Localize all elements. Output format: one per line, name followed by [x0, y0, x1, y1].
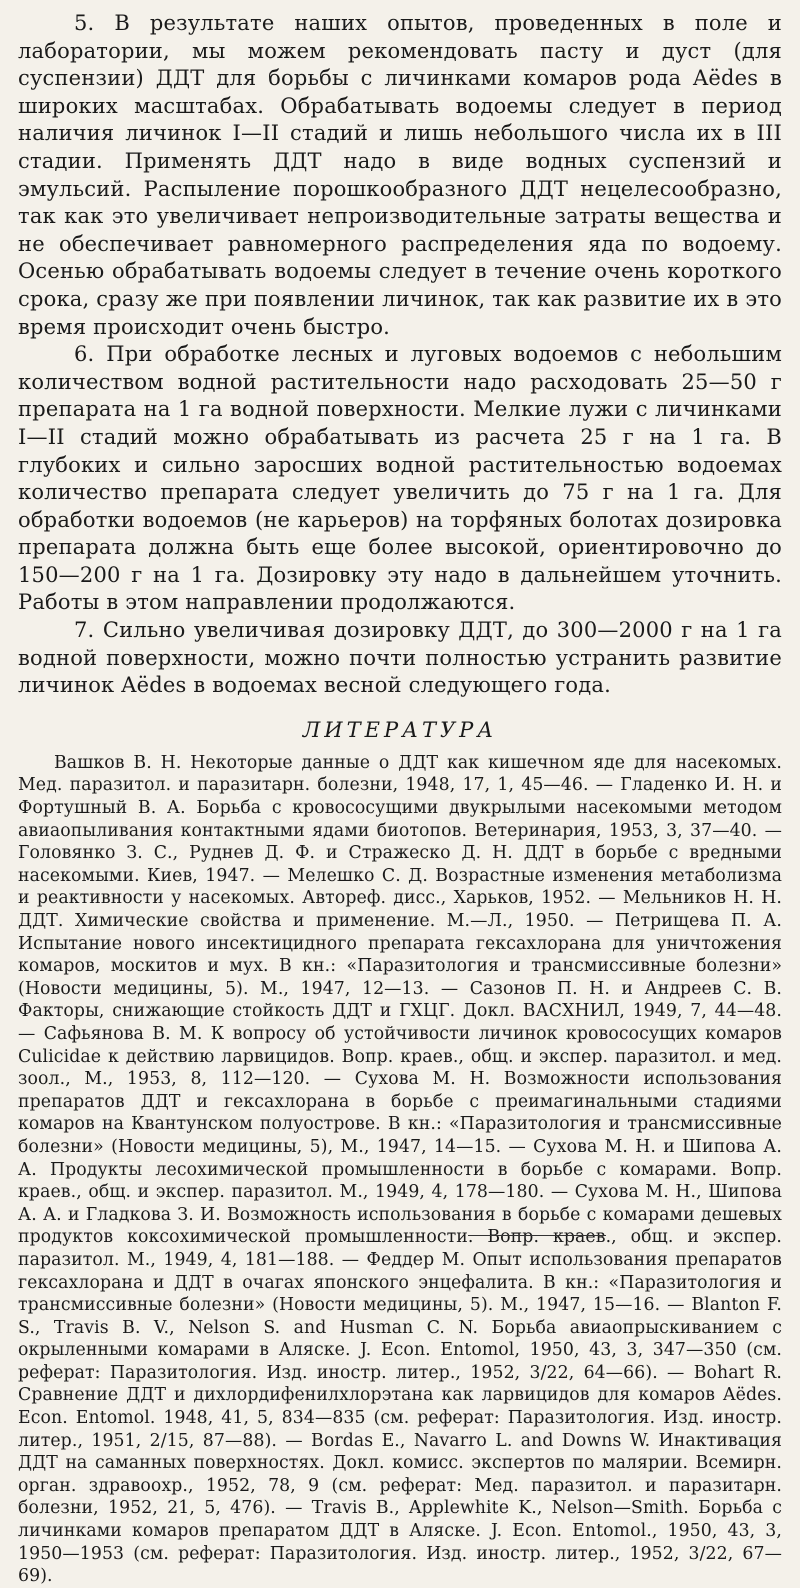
- paragraph-5: 5. В результате наших опытов, проведенных в поле и лаборатории, мы можем рекомендовать пасту и дуст (для суспензии) ДДТ для борьбы с личинками комаров рода Aëdes в широких масштабах. Обрабатывать водоемы следует в период наличия личинок I—II стадий и лишь небольшого числа их в III стадии. Применять ДДТ надо в виде водных суспензий и эмульсий. Распыление порошкообразного ДДТ нецелесообразно, так как это увеличивает непроизводительные затраты вещества и не обеспечивает равномерного распределения яда по водоему. Осенью обрабатывать водоемы следует в течение очень короткого срока, сразу же при появлении личинок, так как развитие их в это время происходит очень быстро.: [18, 11, 782, 339]
- paragraph-6: 6. При обработке лесных и луговых водоемов с небольшим количеством водной растительности надо расходовать 25—50 г препарата на 1 га водной поверхности. Мелкие лужи с личинками I—II стадий можно обрабатывать из расчета 25 г на 1 га. В глубоких и сильно заросших водной растительностью водоемах количество препарата следует увеличить до 75 г на 1 га. Для обработки водоемов (не карьеров) на торфяных болотах дозировка препарата должна быть еще более высокой, ориентировочно до 150—200 г на 1 га. Дозировку эту надо в дальнейшем уточнить. Работы в этом направлении продолжаются.: [18, 342, 782, 615]
- document-page: [18, 10, 782, 1588]
- references-list: Вашков В. Н. Некоторые данные о ДДТ как кишечном яде для насекомых. Мед. паразитол. и паразитарн. болезни, 1948, 17, 1, 45—46. — Гладенко И. Н. и Фортушный В. А. Борьба с кровососущими двукрылыми насекомыми методом авиаопыливания контактными ядами биотопов. Ветеринария, 1953, 3, 37—40. — Головянко З. С., Руднев Д. Ф. и Стражеско Д. Н. ДДТ в борьбе с вредными насекомыми. Киев, 1947. — Мелешко С. Д. Возрастные изменения метаболизма и реактивности у насекомых. Автореф. дисс., Харьков, 1952. — Мельников Н. Н. ДДТ. Химические свойства и применение. М.—Л., 1950. — Петрищева П. А. Испытание нового инсектицидного препарата гексахлорана для уничтожения комаров, москитов и мух. В кн.: «Паразитология и трансмиссивные болезни» (Новости медицины, 5). М., 1947, 12—13. — Сазонов П. Н. и Андреев С. В. Факторы, снижающие стойкость ДДТ и ГХЦГ. Докл. ВАСХНИЛ, 1949, 7, 44—48. — Сафьянова В. М. К вопросу об устойчивости личинок кровососущих комаров Culicidae к действию ларвицидов. Вопр. краев., общ. и экспер. паразитол. и мед. зоол., М., 1953, 8, 112—120. — Сухова М. Н. Возможности использования препаратов ДДТ и гексахлорана в борьбе с преимагинальными стадиями комаров на Квантунском полуострове. В кн.: «Паразитология и трансмиссивные болезни» (Новости медицины, 5), М., 1947, 14—15. — Сухова М. Н. и Шипова А. А. Продукты лесохимической промышленности в борьбе с комарами. Вопр. краев., общ. и экспер. паразитол. М., 1949, 4, 178—180. — Сухова М. Н., Шипова А. А. и Гладкова З. И. Возможность использования в борьбе с комарами дешевых продуктов коксохимической промышленности. Вопр. краев., общ. и экспер. паразитол. М., 1949, 4, 181—188. — Феддер М. Опыт использования препаратов гексахлорана и ДДТ в очагах японского энцефалита. В кн.: «Паразитология и трансмиссивные болезни» (Новости медицины, 5). М., 1947, 15—16. — Blanton F. S., Travis B. V., Nelson S. and Husman C. N. Борьба авиаопрыскиванием с окрыленными комарами в Аляске. J. Econ. Entomol, 1950, 43, 3, 347—350 (см. реферат: Паразитология. Изд. иностр. литер., 1952, 3/22, 64—66). — Bohart R. Сравнение ДДТ и дихлордифенилхлорэтана как ларвицидов для комаров Aëdes. Econ. Entomol. 1948, 41, 5, 834—835 (см. реферат: Паразитология. Изд. иностр. литер., 1951, 2/15, 87—88). — Bordas E., Navarro L. and Downs W. Инактивация ДДТ на саманных поверхностях. Докл. комисс. экспертов по малярии. Всемирн. орган. здравоохр., 1952, 78, 9 (см. реферат: Мед. паразитол. и паразитарн. болезни, 1952, 21, 5, 476). — Travis B., Applewhite K., Nelson—Smith. Борьба с личинками комаров препаратом ДДТ в Аляске. J. Econ. Entomol., 1950, 43, 3, 1950—1953 (см. реферат: Паразитология. Изд. иностр. литер., 1952, 3/22, 67—69).: [18, 752, 782, 1587]
- paragraph-7: 7. Сильно увеличивая дозировку ДДТ, до 300—2000 г на 1 га водной поверхности, можно почти полностью устранить развитие личинок Aëdes в водоемах весной следующего года.: [18, 618, 782, 698]
- references-heading: ЛИТЕРАТУРА: [302, 717, 498, 742]
- end-rule: [468, 1235, 606, 1236]
